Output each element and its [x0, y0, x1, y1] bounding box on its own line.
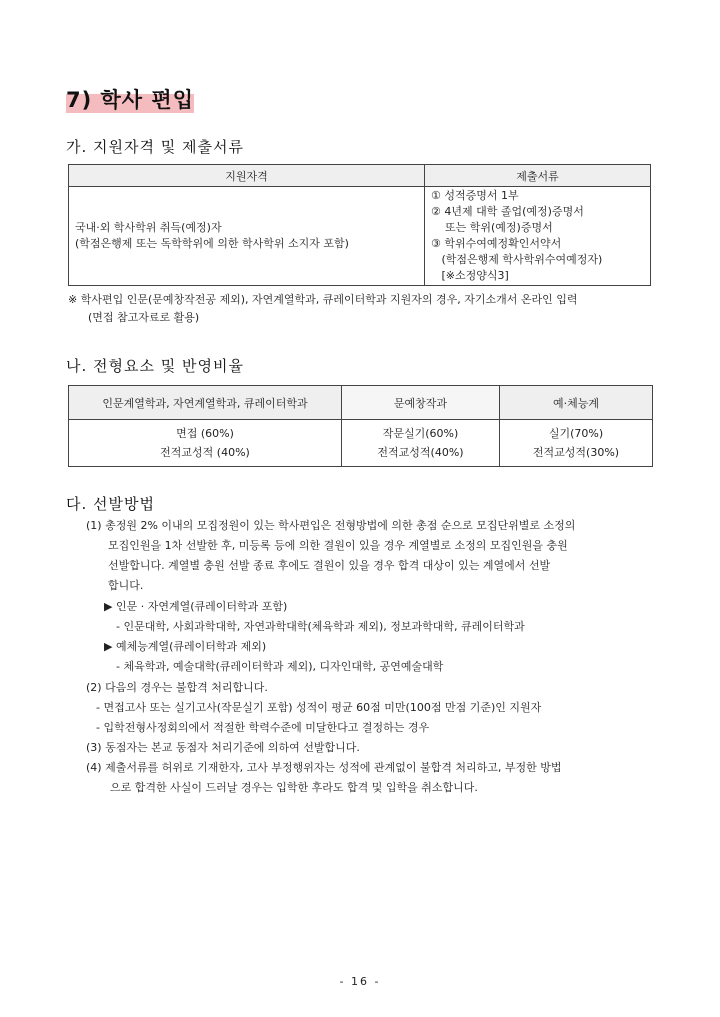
section-b-heading: 나. 전형요소 및 반영비율: [66, 357, 244, 375]
ratio-table: [68, 385, 653, 467]
ratio-item: 전적교성적(30%): [532, 446, 620, 459]
section-a-heading: 가. 지원자격 및 제출서류: [66, 138, 244, 156]
qualification-cell: [69, 187, 425, 286]
qualification-line: (학점은행제 또는 독학학위에 의한 학사학위 소지자 포함): [75, 237, 349, 250]
selection-line: 합니다.: [108, 579, 144, 592]
selection-line: ▶ 인문 · 자연계열(큐레이터학과 포함): [104, 600, 288, 613]
page-title: 7) 학사 편입: [66, 88, 194, 112]
ratio-item: 전적교성적 (40%): [160, 446, 250, 459]
header-humanities: 인문계열학과, 자연계열학과, 큐레이터학과: [69, 386, 342, 420]
documents-cell: [425, 187, 651, 286]
document-item: (학점은행제 학사학위수여예정자): [431, 253, 603, 266]
header-qualification: 지원자격: [69, 165, 425, 187]
selection-line: (4) 제출서류를 허위로 기재한자, 고사 부정행위자는 성적에 관계없이 불합격 처리하고, 부정한 방법: [86, 761, 562, 774]
ratio-item: 면접 (60%): [176, 427, 234, 440]
selection-line: - 면접고사 또는 실기고사(작문실기 포함) 성적이 평균 60점 미만(100점 만점 기준)인 지원자: [96, 701, 542, 714]
qualification-table: [68, 164, 651, 286]
selection-line: - 체육학과, 예술대학(큐레이터학과 제외), 디자인대학, 공연예술대학: [116, 660, 444, 673]
selection-line: - 입학전형사정회의에서 적절한 학력수준에 미달한다고 결정하는 경우: [96, 721, 430, 734]
selection-line: (1) 총정원 2% 이내의 모집정원이 있는 학사편입은 전형방법에 의한 총점 순으로 모집단위별로 소정의: [86, 519, 576, 532]
note-line: (면접 참고자료로 활용): [88, 311, 200, 324]
document-item: [※소정양식3]: [431, 269, 509, 282]
section-c-heading: 다. 선발방법: [66, 495, 155, 513]
selection-line: 으로 합격한 사실이 드러날 경우는 입학한 후라도 합격 및 입학을 취소합니다.: [110, 781, 478, 794]
selection-line: ▶ 예체능계열(큐레이터학과 제외): [104, 640, 267, 653]
document-item: ③ 학위수여예정확인서약서: [431, 237, 562, 250]
ratio-item: 작문실기(60%): [382, 427, 459, 440]
qualification-line: 국내·외 학사학위 취득(예정)자: [75, 221, 222, 234]
ratio-cell-arts-sports: [500, 420, 653, 467]
ratio-cell-humanities: [69, 420, 342, 467]
header-creative-writing: 문예창작과: [342, 386, 500, 420]
document-item: ① 성적증명서 1부: [431, 189, 519, 202]
ratio-cell-creative-writing: [342, 420, 500, 467]
ratio-item: 전적교성적(40%): [377, 446, 464, 459]
header-documents: 제출서류: [425, 165, 651, 187]
selection-line: 선발합니다. 계열별 충원 선발 종료 후에도 결원이 있을 경우 합격 대상이 있는 계열에서 선발: [108, 559, 551, 572]
selection-line: - 인문대학, 사회과학대학, 자연과학대학(체육학과 제외), 정보과학대학, 큐레이터학과: [116, 620, 525, 633]
note-line: ※ 학사편입 인문(문예창작전공 제외), 자연계열학과, 큐레이터학과 지원자의 경우, 자기소개서 온라인 입력: [68, 293, 578, 306]
header-arts-sports: 예·체능계: [500, 386, 653, 420]
title-block: [66, 84, 194, 114]
document-item: 또는 학위(예정)증명서: [431, 221, 553, 234]
document-item: ② 4년제 대학 졸업(예정)증명서: [431, 205, 584, 218]
section-a-note: [68, 291, 668, 327]
page-number: - 16 -: [339, 975, 381, 988]
selection-line: (2) 다음의 경우는 불합격 처리합니다.: [86, 681, 268, 694]
selection-line: 모집인원을 1차 선발한 후, 미등록 등에 의한 결원이 있을 경우 계열별로 소정의 모집인원을 충원: [108, 539, 568, 552]
selection-line: (3) 동점자는 본교 동점자 처리기준에 의하여 선발합니다.: [86, 741, 360, 754]
ratio-item: 실기(70%): [548, 427, 604, 440]
